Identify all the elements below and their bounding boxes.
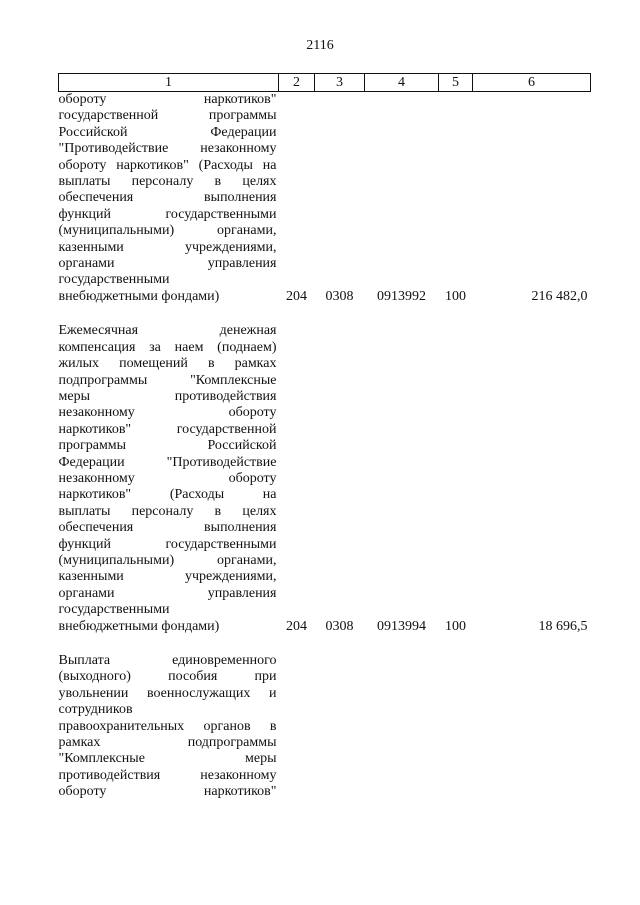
description-line: выплаты персоналу в целях [58,503,277,519]
cell-col-2: 204 [286,618,307,634]
row-spacer [59,305,591,323]
row-description [59,653,279,801]
cell-col-4: 0913992 [377,288,426,304]
row-description [59,92,279,306]
row-description [59,323,279,635]
header-col-6: 6 [473,74,591,92]
description-line: функций государственными [58,536,277,552]
table-header-row [59,74,591,92]
description-line: государственной программы [58,108,277,124]
budget-table [58,73,591,801]
page-number: 2116 [306,38,334,53]
description-line: казенными учреждениями, [58,569,277,585]
description-line: функций государственными [58,206,277,222]
table-row [59,323,591,635]
cell-col-4 [365,653,439,801]
description-line: Ежемесячная денежная [58,323,277,339]
description-line: правоохранительных органов в [58,718,277,734]
description-line: подпрограммы "Комплексные [58,372,277,388]
table-row [59,653,591,801]
description-line: жилых помещений в рамках [58,356,277,372]
description-line: (выходного) пособия при [58,669,277,685]
description-line: обороту наркотиков" [58,92,277,107]
cell-col-2: 204 [286,288,307,304]
cell-amount: 18 696,5 [538,618,588,634]
header-col-5: 5 [439,74,473,92]
cell-col-5: 100 [445,288,466,304]
description-line: противодействия незаконному [58,767,277,783]
table-row [59,92,591,306]
description-line: внебюджетными фондами) [58,288,220,304]
description-line: Российской Федерации [58,124,277,140]
description-line: обеспечения выполнения [58,520,277,536]
cell-col-3: 0308 [325,288,354,304]
description-line: органами управления [58,585,277,601]
header-col-3: 3 [315,74,365,92]
description-line: наркотиков" государственной [58,421,277,437]
description-line: незаконному обороту [58,405,277,421]
cell-col-4: 0913994 [377,618,426,634]
cell-col-3 [315,653,365,801]
description-line: наркотиков" (Расходы на [58,487,277,503]
description-line: рамках подпрограммы [58,735,277,751]
description-line: государственными [58,602,170,618]
description-line: органами управления [58,256,277,272]
description-line: меры противодействия [58,388,277,404]
description-line: программы Российской [58,438,277,454]
cell-amount [473,653,591,801]
description-line: обороту наркотиков" [58,784,277,800]
description-line: выплаты персоналу в целях [58,174,277,190]
cell-col-3: 0308 [325,618,354,634]
cell-col-5 [439,653,473,801]
cell-col-2 [279,653,315,801]
description-line: внебюджетными фондами) [58,618,220,634]
description-line: "Комплексные меры [58,751,277,767]
description-line: (муниципальными) органами, [58,552,277,568]
cell-col-5: 100 [445,618,466,634]
description-line: государственными [58,272,170,288]
description-line: увольнении военнослужащих и [58,685,277,701]
description-line: обеспечения выполнения [58,190,277,206]
description-line: казенными учреждениями, [58,239,277,255]
header-col-1: 1 [59,74,279,92]
description-line: (муниципальными) органами, [58,223,277,239]
description-line: незаконному обороту [58,470,277,486]
row-spacer [59,635,591,653]
header-col-4: 4 [365,74,439,92]
header-col-2: 2 [279,74,315,92]
description-line: обороту наркотиков" (Расходы на [58,157,277,173]
description-line: Выплата единовременного [58,653,277,668]
description-line: Федерации "Противодействие [58,454,277,470]
description-line: "Противодействие незаконному [58,141,277,157]
description-line: компенсация за наем (поднаем) [58,339,277,355]
description-line: сотрудников [58,702,133,718]
cell-amount: 216 482,0 [531,288,588,304]
